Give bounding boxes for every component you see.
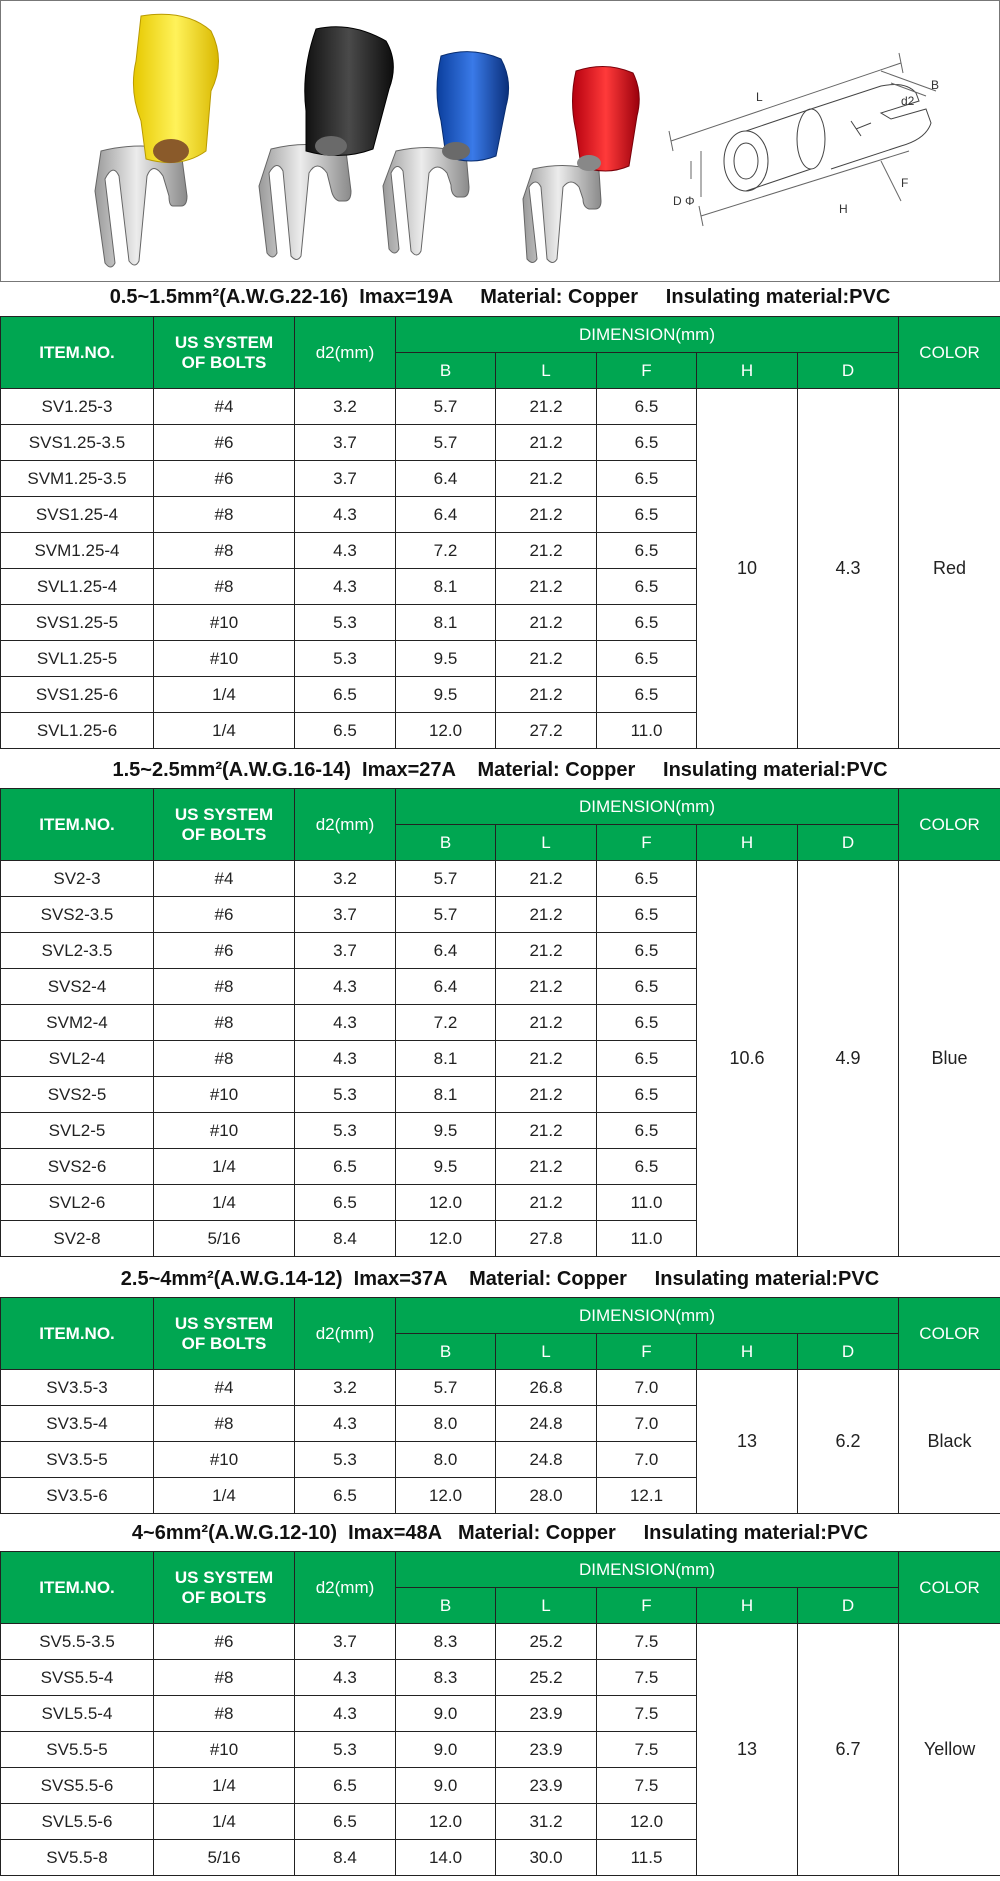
d2-value: 8.4 [295, 1840, 396, 1876]
f-value: 6.5 [597, 1113, 697, 1149]
d2-value: 6.5 [295, 1768, 396, 1804]
header-dimension: DIMENSION(mm) [396, 789, 899, 825]
item-no: SV2-8 [1, 1221, 154, 1257]
item-no: SVL2-4 [1, 1041, 154, 1077]
bolt-size: #6 [154, 425, 295, 461]
l-value: 21.2 [496, 1113, 597, 1149]
f-value: 6.5 [597, 425, 697, 461]
bolt-size: 1/4 [154, 1185, 295, 1221]
bolt-size: #10 [154, 1442, 295, 1478]
b-value: 9.0 [396, 1732, 496, 1768]
diagram-label-b: B [931, 78, 940, 92]
b-value: 12.0 [396, 1478, 496, 1514]
b-value: 12.0 [396, 1804, 496, 1840]
h-value: 10 [697, 389, 798, 749]
b-value: 14.0 [396, 1840, 496, 1876]
b-value: 6.4 [396, 933, 496, 969]
header-h: H [697, 825, 798, 861]
d2-value: 5.3 [295, 1113, 396, 1149]
b-value: 8.1 [396, 605, 496, 641]
item-no: SVM2-4 [1, 1005, 154, 1041]
bolt-size: 1/4 [154, 1768, 295, 1804]
d2-value: 4.3 [295, 1041, 396, 1077]
b-value: 5.7 [396, 1370, 496, 1406]
l-value: 27.2 [496, 713, 597, 749]
l-value: 21.2 [496, 605, 597, 641]
bolt-size: #6 [154, 461, 295, 497]
item-no: SVL5.5-6 [1, 1804, 154, 1840]
bolt-size: #8 [154, 1696, 295, 1732]
item-no: SV3.5-3 [1, 1370, 154, 1406]
h-value: 13 [697, 1370, 798, 1514]
f-value: 6.5 [597, 605, 697, 641]
bolt-size: #6 [154, 933, 295, 969]
item-no: SVS1.25-3.5 [1, 425, 154, 461]
l-value: 21.2 [496, 861, 597, 897]
d2-value: 4.3 [295, 969, 396, 1005]
bolt-size: #10 [154, 641, 295, 677]
header-l: L [496, 353, 597, 389]
yellow-terminal [95, 14, 219, 267]
l-value: 21.2 [496, 1005, 597, 1041]
bolt-size: 1/4 [154, 1804, 295, 1840]
diagram-label-l: L [756, 90, 763, 104]
item-no: SVL2-5 [1, 1113, 154, 1149]
header-us-system: US SYSTEM OF BOLTS [154, 789, 295, 861]
f-value: 6.5 [597, 1041, 697, 1077]
bolt-size: #8 [154, 533, 295, 569]
d2-value: 5.3 [295, 1442, 396, 1478]
header-item-no: ITEM.NO. [1, 317, 154, 389]
header-b: B [396, 1588, 496, 1624]
l-value: 21.2 [496, 533, 597, 569]
header-dimension: DIMENSION(mm) [396, 317, 899, 353]
d-value: 4.3 [798, 389, 899, 749]
f-value: 6.5 [597, 1149, 697, 1185]
insulation-color: Blue [899, 861, 1000, 1257]
l-value: 21.2 [496, 677, 597, 713]
section-title: 2.5~4mm²(A.W.G.14-12) Imax=37A Material: Copper Insulating material:PVC [120, 1268, 880, 1290]
bolt-size: #4 [154, 389, 295, 425]
item-no: SV3.5-4 [1, 1406, 154, 1442]
f-value: 7.5 [597, 1624, 697, 1660]
f-value: 7.0 [597, 1370, 697, 1406]
bolt-size: #8 [154, 497, 295, 533]
b-value: 12.0 [396, 1221, 496, 1257]
l-value: 23.9 [496, 1768, 597, 1804]
d2-value: 5.3 [295, 605, 396, 641]
l-value: 21.2 [496, 897, 597, 933]
header-d: D [798, 353, 899, 389]
b-value: 6.4 [396, 497, 496, 533]
table-row [1, 1624, 1000, 1660]
header-d2: d2(mm) [295, 789, 396, 861]
l-value: 23.9 [496, 1732, 597, 1768]
item-no: SVS1.25-6 [1, 677, 154, 713]
b-value: 5.7 [396, 861, 496, 897]
table-row [1, 389, 1000, 425]
d2-value: 4.3 [295, 497, 396, 533]
header-us-system: US SYSTEM OF BOLTS [154, 1298, 295, 1370]
header-l: L [496, 1588, 597, 1624]
item-no: SVL1.25-4 [1, 569, 154, 605]
bolt-size: #4 [154, 861, 295, 897]
header-f: F [597, 353, 697, 389]
bolt-size: #8 [154, 569, 295, 605]
d-value: 6.7 [798, 1624, 899, 1876]
b-value: 8.0 [396, 1442, 496, 1478]
d2-value: 8.4 [295, 1221, 396, 1257]
d2-value: 4.3 [295, 533, 396, 569]
bolt-size: #8 [154, 969, 295, 1005]
d2-value: 5.3 [295, 1077, 396, 1113]
item-no: SV1.25-3 [1, 389, 154, 425]
f-value: 6.5 [597, 897, 697, 933]
item-no: SVM1.25-4 [1, 533, 154, 569]
item-no: SVL2-6 [1, 1185, 154, 1221]
header-us-system: US SYSTEM OF BOLTS [154, 317, 295, 389]
b-value: 5.7 [396, 897, 496, 933]
item-no: SV5.5-5 [1, 1732, 154, 1768]
d2-value: 4.3 [295, 1406, 396, 1442]
header-f: F [597, 825, 697, 861]
l-value: 21.2 [496, 933, 597, 969]
d2-value: 6.5 [295, 1478, 396, 1514]
d2-value: 4.3 [295, 1696, 396, 1732]
f-value: 6.5 [597, 1077, 697, 1113]
diagram-label-f: F [901, 176, 909, 190]
item-no: SV5.5-3.5 [1, 1624, 154, 1660]
f-value: 11.5 [597, 1840, 697, 1876]
b-value: 8.3 [396, 1660, 496, 1696]
h-value: 13 [697, 1624, 798, 1876]
d2-value: 3.2 [295, 861, 396, 897]
diagram-label-h: H [839, 202, 848, 216]
l-value: 21.2 [496, 389, 597, 425]
d2-value: 6.5 [295, 713, 396, 749]
product-banner [0, 0, 1000, 282]
item-no: SVS1.25-4 [1, 497, 154, 533]
d2-value: 3.2 [295, 389, 396, 425]
header-l: L [496, 825, 597, 861]
l-value: 21.2 [496, 461, 597, 497]
b-value: 8.3 [396, 1624, 496, 1660]
d2-value: 5.3 [295, 1732, 396, 1768]
header-color: COLOR [899, 1552, 1000, 1624]
b-value: 7.2 [396, 1005, 496, 1041]
black-terminal [259, 27, 393, 260]
item-no: SVS2-4 [1, 969, 154, 1005]
l-value: 21.2 [496, 1149, 597, 1185]
item-no: SVL5.5-4 [1, 1696, 154, 1732]
header-b: B [396, 1334, 496, 1370]
item-no: SVS2-5 [1, 1077, 154, 1113]
header-us-system: US SYSTEM OF BOLTS [154, 1552, 295, 1624]
d2-value: 6.5 [295, 1149, 396, 1185]
f-value: 6.5 [597, 861, 697, 897]
header-d: D [798, 1334, 899, 1370]
item-no: SVS5.5-4 [1, 1660, 154, 1696]
l-value: 25.2 [496, 1660, 597, 1696]
bolt-size: #10 [154, 1732, 295, 1768]
l-value: 21.2 [496, 641, 597, 677]
bolt-size: #10 [154, 605, 295, 641]
blue-terminal [383, 52, 509, 255]
b-value: 9.5 [396, 1149, 496, 1185]
f-value: 6.5 [597, 969, 697, 1005]
bolt-size: #8 [154, 1660, 295, 1696]
item-no: SVL1.25-5 [1, 641, 154, 677]
header-h: H [697, 353, 798, 389]
d2-value: 4.3 [295, 569, 396, 605]
header-d2: d2(mm) [295, 1552, 396, 1624]
b-value: 12.0 [396, 713, 496, 749]
b-value: 5.7 [396, 425, 496, 461]
bolt-size: 5/16 [154, 1221, 295, 1257]
l-value: 21.2 [496, 1185, 597, 1221]
f-value: 7.5 [597, 1660, 697, 1696]
item-no: SVL2-3.5 [1, 933, 154, 969]
f-value: 11.0 [597, 1185, 697, 1221]
b-value: 6.4 [396, 461, 496, 497]
product-photos [1, 1, 999, 281]
bolt-size: #8 [154, 1041, 295, 1077]
header-dimension: DIMENSION(mm) [396, 1298, 899, 1334]
bolt-size: 5/16 [154, 1840, 295, 1876]
f-value: 6.5 [597, 461, 697, 497]
l-value: 30.0 [496, 1840, 597, 1876]
l-value: 31.2 [496, 1804, 597, 1840]
f-value: 7.5 [597, 1768, 697, 1804]
b-value: 9.0 [396, 1696, 496, 1732]
f-value: 11.0 [597, 1221, 697, 1257]
h-value: 10.6 [697, 861, 798, 1257]
d2-value: 5.3 [295, 641, 396, 677]
section-title: 4~6mm²(A.W.G.12-10) Imax=48A Material: Copper Insulating material:PVC [131, 1522, 869, 1544]
header-color: COLOR [899, 789, 1000, 861]
bolt-size: #6 [154, 897, 295, 933]
f-value: 7.5 [597, 1732, 697, 1768]
header-h: H [697, 1588, 798, 1624]
item-no: SVS1.25-5 [1, 605, 154, 641]
dimension-diagram [669, 53, 936, 226]
bolt-size: #10 [154, 1077, 295, 1113]
diagram-label-d2: d2 [901, 94, 915, 108]
d2-value: 3.7 [295, 425, 396, 461]
header-dimension: DIMENSION(mm) [396, 1552, 899, 1588]
f-value: 6.5 [597, 933, 697, 969]
b-value: 12.0 [396, 1185, 496, 1221]
l-value: 21.2 [496, 1077, 597, 1113]
f-value: 6.5 [597, 1005, 697, 1041]
b-value: 8.1 [396, 1041, 496, 1077]
d2-value: 6.5 [295, 1185, 396, 1221]
f-value: 7.0 [597, 1406, 697, 1442]
item-no: SV2-3 [1, 861, 154, 897]
d2-value: 3.2 [295, 1370, 396, 1406]
d2-value: 3.7 [295, 933, 396, 969]
f-value: 6.5 [597, 641, 697, 677]
spec-table [0, 316, 1000, 749]
b-value: 9.5 [396, 1113, 496, 1149]
f-value: 7.5 [597, 1696, 697, 1732]
bolt-size: #8 [154, 1005, 295, 1041]
d2-value: 3.7 [295, 461, 396, 497]
header-b: B [396, 353, 496, 389]
item-no: SVL1.25-6 [1, 713, 154, 749]
d-value: 6.2 [798, 1370, 899, 1514]
insulation-color: Red [899, 389, 1000, 749]
l-value: 21.2 [496, 969, 597, 1005]
spec-table [0, 788, 1000, 1257]
l-value: 26.8 [496, 1370, 597, 1406]
header-color: COLOR [899, 317, 1000, 389]
bolt-size: #6 [154, 1624, 295, 1660]
d2-value: 6.5 [295, 677, 396, 713]
f-value: 12.1 [597, 1478, 697, 1514]
l-value: 21.2 [496, 1041, 597, 1077]
bolt-size: #4 [154, 1370, 295, 1406]
f-value: 12.0 [597, 1804, 697, 1840]
f-value: 6.5 [597, 533, 697, 569]
header-d: D [798, 1588, 899, 1624]
l-value: 23.9 [496, 1696, 597, 1732]
bolt-size: 1/4 [154, 677, 295, 713]
bolt-size: #8 [154, 1406, 295, 1442]
l-value: 27.8 [496, 1221, 597, 1257]
b-value: 7.2 [396, 533, 496, 569]
b-value: 9.5 [396, 641, 496, 677]
table-row [1, 861, 1000, 897]
d2-value: 3.7 [295, 897, 396, 933]
f-value: 6.5 [597, 569, 697, 605]
d2-value: 4.3 [295, 1660, 396, 1696]
header-f: F [597, 1588, 697, 1624]
b-value: 8.0 [396, 1406, 496, 1442]
f-value: 6.5 [597, 389, 697, 425]
spec-table [0, 1297, 1000, 1514]
l-value: 24.8 [496, 1406, 597, 1442]
bolt-size: 1/4 [154, 713, 295, 749]
b-value: 5.7 [396, 389, 496, 425]
header-item-no: ITEM.NO. [1, 1552, 154, 1624]
insulation-color: Yellow [899, 1624, 1000, 1876]
red-terminal [523, 66, 639, 262]
header-d: D [798, 825, 899, 861]
f-value: 6.5 [597, 677, 697, 713]
item-no: SVM1.25-3.5 [1, 461, 154, 497]
l-value: 28.0 [496, 1478, 597, 1514]
d2-value: 6.5 [295, 1804, 396, 1840]
b-value: 6.4 [396, 969, 496, 1005]
l-value: 24.8 [496, 1442, 597, 1478]
b-value: 8.1 [396, 569, 496, 605]
header-d2: d2(mm) [295, 1298, 396, 1370]
l-value: 21.2 [496, 497, 597, 533]
d-value: 4.9 [798, 861, 899, 1257]
section-title: 0.5~1.5mm²(A.W.G.22-16) Imax=19A Material: Copper Insulating material:PVC [109, 286, 891, 308]
header-color: COLOR [899, 1298, 1000, 1370]
l-value: 21.2 [496, 569, 597, 605]
d2-value: 4.3 [295, 1005, 396, 1041]
item-no: SV3.5-6 [1, 1478, 154, 1514]
section-title: 1.5~2.5mm²(A.W.G.16-14) Imax=27A Material: Copper Insulating material:PVC [112, 759, 888, 781]
item-no: SVS2-3.5 [1, 897, 154, 933]
b-value: 9.0 [396, 1768, 496, 1804]
header-f: F [597, 1334, 697, 1370]
header-b: B [396, 825, 496, 861]
f-value: 11.0 [597, 713, 697, 749]
header-item-no: ITEM.NO. [1, 1298, 154, 1370]
bolt-size: #10 [154, 1113, 295, 1149]
header-h: H [697, 1334, 798, 1370]
table-row [1, 1370, 1000, 1406]
item-no: SV5.5-8 [1, 1840, 154, 1876]
item-no: SV3.5-5 [1, 1442, 154, 1478]
b-value: 9.5 [396, 677, 496, 713]
spec-table [0, 1551, 1000, 1876]
f-value: 6.5 [597, 497, 697, 533]
diagram-label-dphi: D Φ [673, 194, 695, 208]
bolt-size: 1/4 [154, 1478, 295, 1514]
d2-value: 3.7 [295, 1624, 396, 1660]
b-value: 8.1 [396, 1077, 496, 1113]
item-no: SVS5.5-6 [1, 1768, 154, 1804]
l-value: 25.2 [496, 1624, 597, 1660]
f-value: 7.0 [597, 1442, 697, 1478]
l-value: 21.2 [496, 425, 597, 461]
header-item-no: ITEM.NO. [1, 789, 154, 861]
header-l: L [496, 1334, 597, 1370]
item-no: SVS2-6 [1, 1149, 154, 1185]
bolt-size: 1/4 [154, 1149, 295, 1185]
header-d2: d2(mm) [295, 317, 396, 389]
insulation-color: Black [899, 1370, 1000, 1514]
